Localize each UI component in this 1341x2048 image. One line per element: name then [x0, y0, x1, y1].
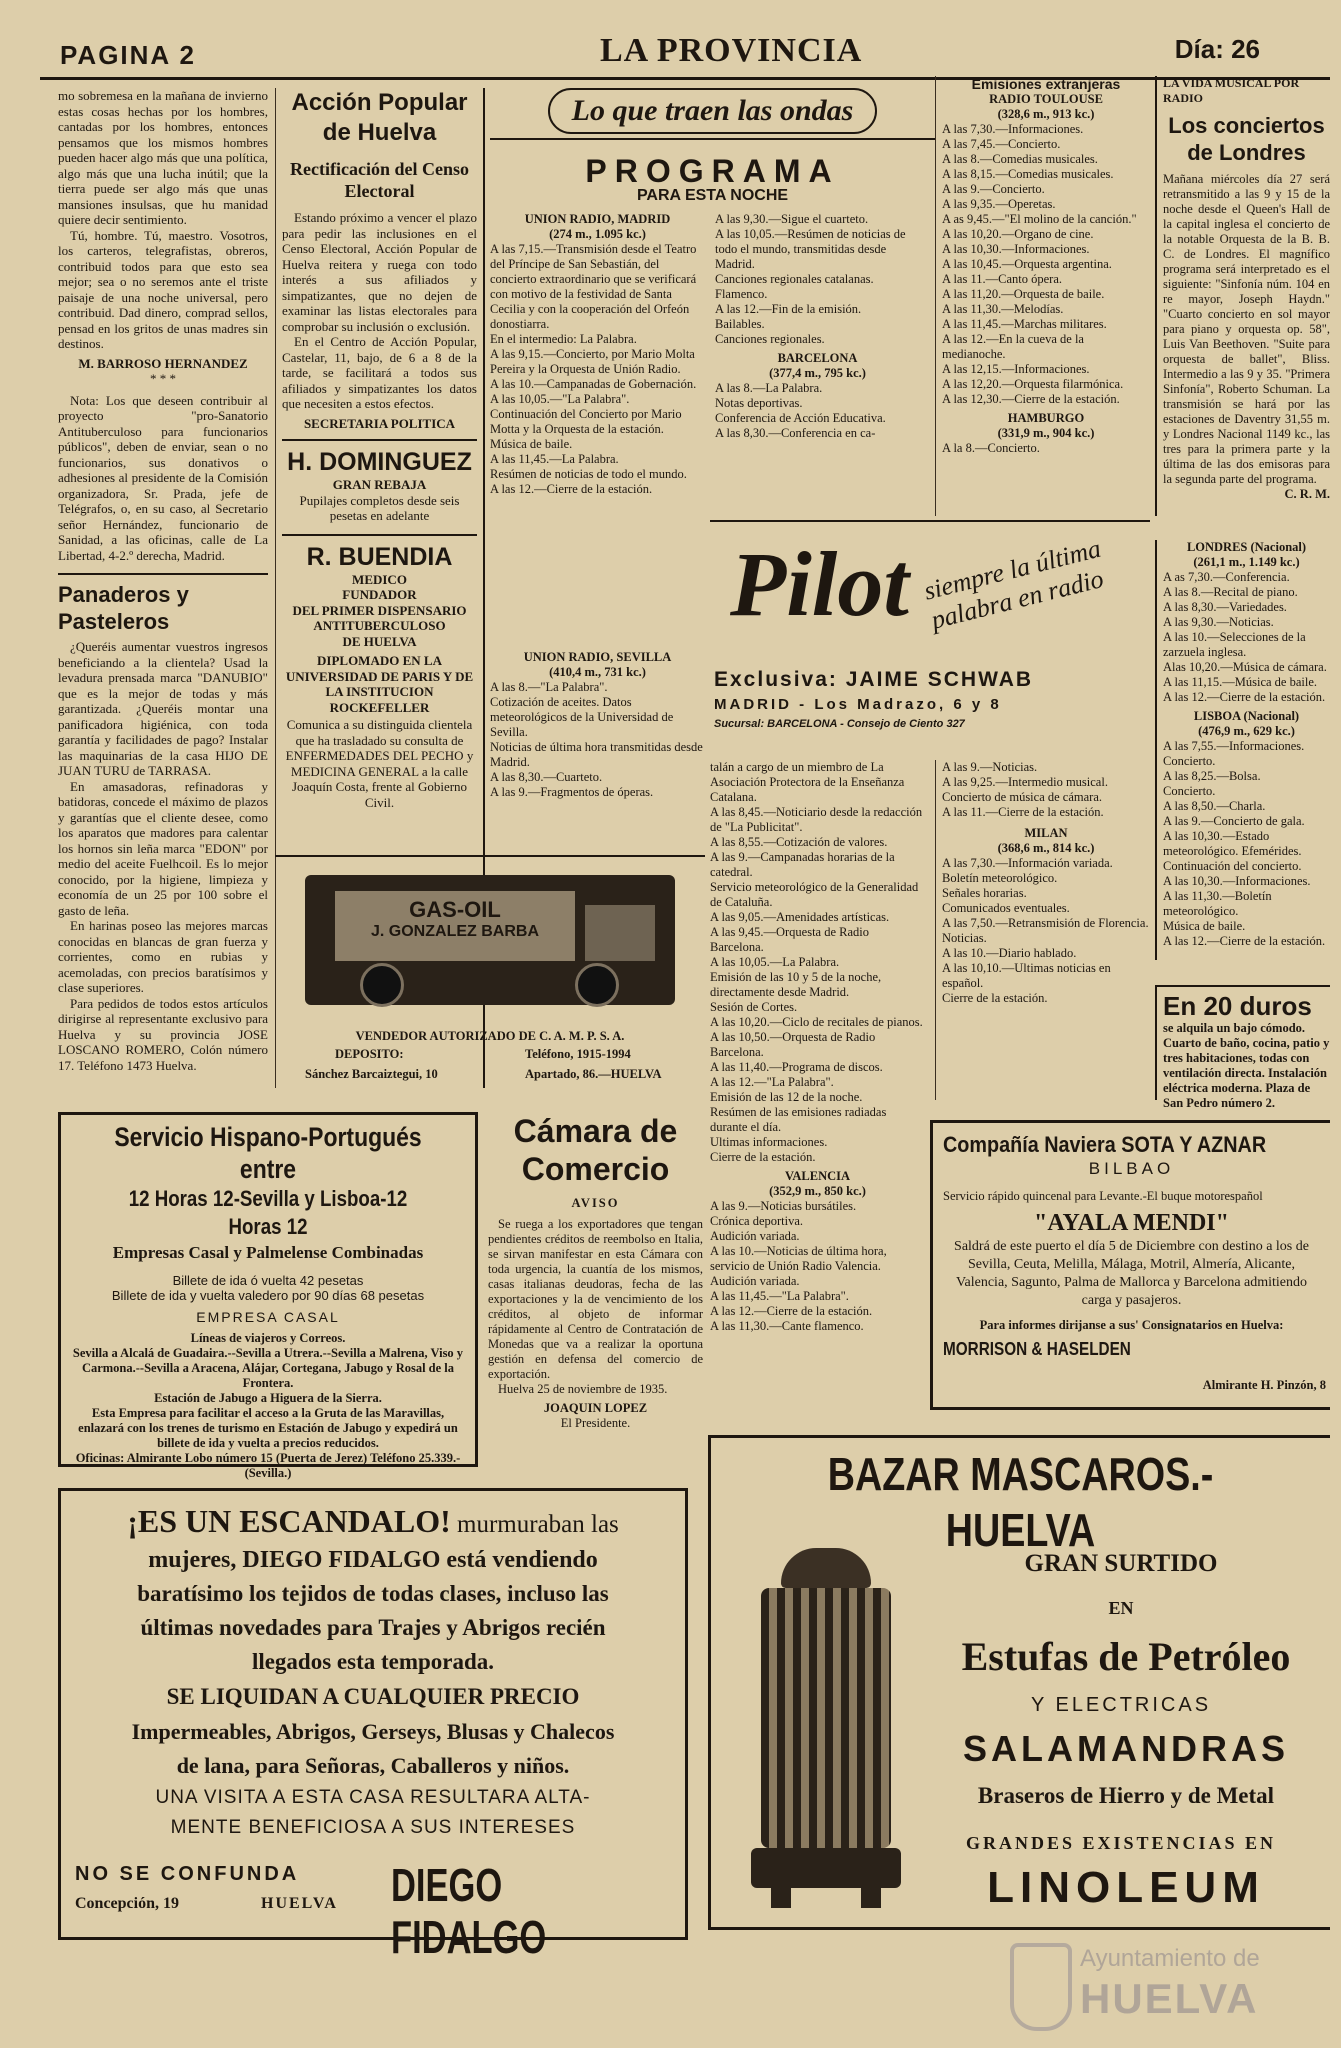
chamber-role: El Presidente. [560, 1416, 631, 1430]
bus-lines: Esta Empresa para facilitar el acceso a la Gruta de las Maravillas, enlazará con los trenes de turismo en Estación de Jabugo y expedirá un billete de ida y vuelta a precios reducidos. [78, 1406, 458, 1450]
schedule-line: A las 8,30.—Conferencia en ca- [715, 426, 876, 440]
schedule-line: A las 12,30.—Cierre de la estación. [942, 392, 1120, 406]
schedule-line: Alas 10,20.—Música de cámara. [1163, 660, 1327, 674]
schedule-line: A las 8,55.—Cotización de valores. [710, 835, 888, 849]
musical-life-text: Mañana miércoles día 27 será retransmitido a las 9 y 15 de la noche desde el Queen's Hall de la capital inglesa el concierto de la notable Orquesta de la B. B. C. de Londres. El magnífico programa será interpretado es el siguiente: "Sinfonía núm. 104 en re mayor, Joseph Haydn." "Cuarto concierto en sol mayor para piano y orquesta op. 58", Luis Van Beethoven. "Suite para orquesta de ballet", Bliss. Intermedio a las 9 y 35. "Primera Sinfonía", Roberto Schuman. La transmisión se hará por las estaciones de Daventry 31,55 m. y Londres Nacional 1149 kc., las tres para la primera parte y la última de las dos emisoras para la segunda parte del programa. [1163, 172, 1330, 486]
schedule-line: Ultimas informaciones. [710, 1135, 828, 1149]
schedule-line: A las 8,15.—Comedias musicales. [942, 167, 1114, 181]
bus-ticket: Billete de ida ó vuelta 42 pesetas [172, 1273, 364, 1288]
schedule-line: Servicio meteorológico de la Generalidad de Cataluña. [710, 880, 919, 909]
watermark-bottom: HUELVA [1080, 1975, 1259, 2022]
schedule-line: A las 9.—Concierto de gala. [1163, 814, 1305, 828]
schedule-line: Crónica deportiva. [710, 1214, 804, 1228]
bazar-title: BAZAR MASCAROS.-HUELVA [827, 1448, 1214, 1556]
schedule-line: Concierto. [1163, 784, 1216, 798]
schedule-line: A las 7,50.—Retransmisión de Florencia. [942, 916, 1149, 930]
schedule-line: A las 11,30.—Boletín meteorológico. [1163, 889, 1272, 918]
schedule-line: A las 11,45.—Marchas militares. [942, 317, 1107, 331]
bus-lines-title: Líneas de viajeros y Correos. [190, 1331, 346, 1345]
radio-col-right [1155, 540, 1330, 960]
fidalgo-text: baratísimo los tejidos de todas clases, incluso las [137, 1581, 609, 1606]
bus-title: Servicio Hispano-Portugués entre [114, 1122, 422, 1184]
radio-programme [490, 88, 935, 528]
newspaper-title: LA PROVINCIA [600, 32, 863, 69]
rent-ad [1155, 985, 1330, 1110]
schedule-line: Continuación del Concierto por Mario Motta y la Orquesta de la estación. [490, 407, 682, 436]
schedule-line: A las 10,45.—Orquesta argentina. [942, 257, 1112, 271]
schedule-line: Boletín meteorológico. [942, 871, 1058, 885]
schedule-line: A las 8.—La Palabra. [715, 381, 823, 395]
truck-body [335, 891, 575, 961]
shipping-title: Compañía Naviera SOTA Y AZNAR [943, 1132, 1267, 1157]
schedule-line: A las 10,05.—"La Palabra". [490, 392, 630, 406]
chamber-notice [488, 1112, 703, 1472]
bazar-en: EN [1108, 1598, 1134, 1618]
schedule-line: Conferencia de Acción Educativa. [715, 411, 886, 425]
buendia-text: Comunica a su distinguida clientela que ha trasladado su consulta de ENFERMEDADES DEL PECHO y MEDICINA GENERAL a la calle Joaquín Costa, frente al Gobierno Civil. [285, 717, 474, 810]
shipping-service: Servicio rápido quincenal para Levante.-El buque motorespañol [943, 1189, 1263, 1203]
fidalgo-text: Impermeables, Abrigos, Gerseys, Blusas y Chalecos [131, 1719, 615, 1744]
station-lisboa-freq: (476,9 m., 629 kc.) [1198, 724, 1295, 738]
watermark-top: Ayuntamiento de [1080, 1945, 1260, 1972]
fidalgo-logo-name: DIEGO FIDALGO [391, 1859, 547, 1963]
station-madrid-freq: (274 m., 1.095 kc.) [549, 227, 646, 241]
bazar-salamandras: SALAMANDRAS [963, 1728, 1289, 1769]
schedule-line: Audición variada. [710, 1274, 800, 1288]
fidalgo-text: SE LIQUIDAN A CUALQUIER PRECIO [166, 1684, 580, 1709]
schedule-line: A las 12.—"La Palabra". [710, 1075, 834, 1089]
radio-logo-text: Lo que traen las ondas [548, 88, 878, 134]
schedule-line: Emisión de las 10 y 5 de la noche, directamente desde Madrid. [710, 970, 882, 999]
schedule-line: A las 8.—Recital de piano. [1163, 585, 1298, 599]
schedule-line: Resúmen de las emisiones radiadas durante el día. [710, 1105, 887, 1134]
schedule-line: Concierto. [1163, 754, 1216, 768]
schedule-line: Música de baile. [490, 437, 573, 451]
pilot-ad [710, 520, 1150, 740]
programme-subtitle: PARA ESTA NOCHE [636, 187, 789, 204]
truck-text: GAS-OIL [409, 897, 501, 922]
schedule-line: A las 8,30.—Variedades. [1163, 600, 1287, 614]
schedule-line: A las 12,15.—Informaciones. [942, 362, 1090, 376]
station-hamburgo: HAMBURGO [1007, 411, 1085, 425]
radio-logo [490, 88, 935, 140]
schedule-line: Resúmen de noticias de todo el mundo. [490, 467, 687, 481]
accion-popular-sign: SECRETARIA POLITICA [303, 415, 456, 431]
archive-watermark [1010, 1935, 1330, 2035]
schedule-line: Bailables. [715, 317, 765, 331]
accion-popular-text: En el Centro de Acción Popular, Castelar, 11, bajo, de 6 a 8 de la tarde, se facilitará a todos sus afiliados y simpatizantes los datos que necesiten a estos efectos. [282, 334, 477, 411]
pilot-exclusive: Exclusiva: JAIME SCHWAB [714, 668, 1034, 691]
fidalgo-text: murmuraban las [450, 1511, 619, 1538]
buendia-title: R. BUENDIA [306, 542, 453, 571]
schedule-line: A la 8.—Concierto. [942, 441, 1040, 455]
shipping-text: Saldrá de este puerto el día 5 de Diciembre con destino a los de Sevilla, Ceuta, Melilla, Málaga, Motril, Almería, Alicante, Valencia, Sagunto, Palma de Mallorca y Barcelona admitiendo carga y pasajeros. [954, 1239, 1309, 1308]
schedule-line: A las 8,25.—Bolsa. [1163, 769, 1261, 783]
radio-col-mid-a [710, 760, 925, 1420]
panaderos-text: En amasadoras, refinadoras y batidoras, concede el máximo de plazos y garantías que el cliente desee, como los aparatos que madores para calentar los hornos sin leña marca "EDON" por medio del aceite Fuelhcoil. Es lo mejor conocido, por la higiene, limpieza y economía de un 25 por 100 sobre el gasto de leña. [58, 778, 268, 918]
schedule-line: A las 10,30.—Informaciones. [1163, 874, 1311, 888]
buendia-line: FUNDADOR [342, 587, 417, 602]
schedule-line: A las 10,05.—La Palabra. [710, 955, 840, 969]
schedule-line: A las 9.—Campanadas horarias de la catedral. [710, 850, 895, 879]
schedule-line: A las 12.—Cierre de la estación. [710, 1304, 873, 1318]
schedule-line: A las 8,30.—Cuarteto. [490, 770, 603, 784]
foreign-title: Emisiones extranjeras [971, 76, 1121, 92]
bazar-ad [708, 1435, 1330, 1930]
station-londres: LONDRES (Nacional) [1186, 540, 1307, 554]
bazar-existencias: GRANDES EXISTENCIAS EN [965, 1833, 1277, 1853]
schedule-line: Cotización de aceites. Datos meteorológicos de la Universidad de Sevilla. [490, 695, 674, 739]
schedule-line: A las 12.—Cierre de la estación. [490, 482, 653, 496]
schedule-line: A las 10.—Campanadas de Gobernación. [490, 377, 697, 391]
schedule-line: A las 12.—Cierre de la estación. [1163, 934, 1326, 948]
schedule-line: A las 10,50.—Orquesta de Radio Barcelona. [710, 1030, 876, 1059]
fidalgo-address: Concepción, 19 [75, 1895, 179, 1912]
buendia-line: DIPLOMADO EN LA UNIVERSIDAD DE PARIS Y DE LA INSTITUCION ROCKEFELLER [285, 653, 474, 715]
schedule-line: A las 8.—Comedias musicales. [942, 152, 1098, 166]
schedule-line: A las 10.—Noticias de última hora, servicio de Unión Radio Valencia. [710, 1244, 887, 1273]
schedule-line: A las 10,20.—Ciclo de recitales de pianos. [710, 1015, 923, 1029]
schedule-line: Señales horarias. [942, 886, 1027, 900]
schedule-line: A las 11,15.—Música de baile. [1163, 675, 1318, 689]
column-left [58, 88, 268, 1088]
schedule-line: A las 7,55.—Informaciones. [1163, 739, 1305, 753]
radio-col-mid-b [935, 760, 1150, 1100]
schedule-line: Continuación del concierto. [1163, 859, 1302, 873]
schedule-line: A las 10.—Selecciones de la zarzuela inglesa. [1163, 630, 1306, 659]
gasoil-depot: DEPOSITO: [335, 1047, 404, 1061]
station-barcelona-freq: (377,4 m., 795 kc.) [769, 366, 866, 380]
shipping-info: Para informes dirijanse a sus' Consignatarios en Huelva: [979, 1318, 1284, 1332]
programme-title: PROGRAMA [585, 153, 840, 189]
station-milan-freq: (368,6 m., 814 kc.) [997, 841, 1095, 855]
fidalgo-text: mujeres, DIEGO FIDALGO está vendiendo [148, 1547, 598, 1573]
fidalgo-headline: ¡ES UN ESCANDALO! [127, 1503, 451, 1539]
schedule-line: Canciones regionales catalanas. [715, 272, 874, 286]
musical-life-title: Los conciertos de Londres [1168, 113, 1325, 165]
schedule-line: Emisión de las 12 de la noche. [710, 1090, 863, 1104]
station-milan: MILAN [1024, 826, 1068, 840]
divider [282, 439, 477, 441]
schedule-line: A las 11.—Cierre de la estación. [942, 805, 1104, 819]
article-text: Tú, hombre. Tú, maestro. Vosotros, los carteros, telegrafistas, obreros, contribuid todos para que esto sea mejor; sea o no seremos ante el triste paisaje de una noche universal, pero contribuid. Dad dinero, comprad sellos, pensad en los gritos de unas madres sin destinos. [58, 227, 268, 351]
schedule-line: A las 11,20.—Orquesta de baile. [942, 287, 1105, 301]
divider [58, 573, 268, 575]
station-valencia: VALENCIA [784, 1169, 851, 1183]
buendia-line: ANTITUBERCULOSO [313, 618, 446, 633]
wheel-icon [575, 963, 619, 1007]
fidalgo-text: MENTE BENEFICIOSA A SUS INTERESES [170, 1817, 576, 1838]
fidalgo-no-confunda: NO SE CONFUNDA [75, 1863, 300, 1885]
truck-cab [585, 905, 655, 961]
radio-sevilla [490, 650, 705, 810]
dominguez-title: H. DOMINGUEZ [287, 448, 472, 476]
shipping-address: Almirante H. Pinzón, 8 [1202, 1378, 1326, 1392]
schedule-line: Cierre de la estación. [942, 991, 1048, 1005]
bus-casal: EMPRESA CASAL [196, 1309, 340, 1325]
dominguez-sub: GRAN REBAJA [332, 477, 427, 492]
schedule-line: A las 9,05.—Amenidades artísticas. [710, 910, 890, 924]
gasoil-ad [275, 855, 705, 1090]
station-sevilla-freq: (410,4 m., 731 kc.) [549, 665, 646, 679]
station-toulouse-freq: (328,6 m., 913 kc.) [997, 107, 1095, 121]
shipping-vessel: "AYALA MENDI" [1034, 1210, 1229, 1236]
divider [282, 534, 477, 536]
fidalgo-city: HUELVA [261, 1895, 338, 1912]
chamber-text: Se ruega a los exportadores que tengan pendientes créditos de reembolso en Italia, se sirvan manifestar en esta Cámara con toda urgencia, la cuantía de los mismos, casas italianas deudoras, fecha de las exportaciones y la de vencimiento de los créditos, al objeto de informar rápidamente al Centro de Contratación de Monedas que va a realizar la oportuna gestión en defensa del comercio de exportación. [488, 1217, 703, 1381]
schedule-line: En el intermedio: La Palabra. [490, 332, 637, 346]
schedule-line: A las 8.—"La Palabra". [490, 680, 608, 694]
shipping-city: BILBAO [1088, 1159, 1175, 1178]
schedule-line: A las 11,45.—"La Palabra". [710, 1289, 849, 1303]
schedule-line: A las 9.—Noticias bursátiles. [710, 1199, 857, 1213]
bus-route: 12 Horas 12-Sevilla y Lisboa-12 Horas 12 [128, 1186, 408, 1239]
pilot-address: MADRID - Los Madrazo, 6 y 8 [714, 696, 1002, 713]
schedule-line: A las 10.—Diario hablado. [942, 946, 1077, 960]
fidalgo-text: UNA VISITA A ESTA CASA RESULTARA ALTA- [155, 1787, 591, 1808]
schedule-line: A as 9,45.—"El molino de la canción." [942, 212, 1137, 226]
station-madrid: UNION RADIO, MADRID [524, 212, 671, 226]
bus-companies: Empresas Casal y Palmelense Combinadas [112, 1243, 424, 1262]
schedule-line: Canciones regionales. [715, 332, 825, 346]
schedule-line: A las 9,25.—Intermedio musical. [942, 775, 1108, 789]
schedule-line: Audición variada. [710, 1229, 800, 1243]
article-text: mo sobremesa en la mañana de invierno estas cosas hechas por los hombres, cantadas por los hombres, entonces pensamos que los mismos hombres pueden hacer algo más que una política, algo más que una lucha inútil; que la tierra puede ser algo más que unas mansiones insulsas, que hu manidad quiere decir sentimiento. [58, 88, 268, 227]
pilot-branch: Sucursal: BARCELONA - Consejo de Ciento 327 [714, 718, 965, 730]
buendia-line: DEL PRIMER DISPENSARIO [292, 602, 467, 618]
schedule-line: Comunicados eventuales. [942, 901, 1070, 915]
dominguez-text: Pupilajes completos desde seis pesetas en adelante [299, 492, 460, 523]
pilot-slogan: siempre la última palabra en radio [921, 533, 1107, 635]
schedule-line: Notas deportivas. [715, 396, 803, 410]
schedule-line: A las 8,45.—Noticiario desde la redacción de "La Publicitat". [710, 805, 923, 834]
accion-popular-title: Acción Popular de Huelva [291, 89, 468, 146]
schedule-line: A las 9,30.—Sigue el cuarteto. [715, 212, 869, 226]
rent-title: En 20 duros [1163, 991, 1312, 1021]
foreign-broadcasts [935, 76, 1150, 516]
masthead [40, 20, 1330, 80]
station-barcelona: BARCELONA [777, 351, 858, 365]
schedule-line: A las 11,45.—La Palabra. [490, 452, 619, 466]
schedule-line: A las 9,30.—Noticias. [1163, 615, 1274, 629]
schedule-line: Cierre de la estación. [710, 1150, 816, 1164]
schedule-line: Noticias. [942, 931, 987, 945]
buendia-line: DE HUELVA [342, 633, 417, 649]
schedule-line: A as 7,30.—Conferencia. [1163, 570, 1290, 584]
bazar-braseros: Braseros de Hierro y de Metal [977, 1783, 1275, 1808]
station-lisboa: LISBOA (Nacional) [1193, 709, 1300, 723]
musical-life-top: LA VIDA MUSICAL POR RADIO [1163, 76, 1300, 105]
bus-lines: Sevilla a Alcalá de Guadaira.--Sevilla a Utrera.--Sevilla a Malrena, Viso y Carmona.--Sevilla a Aracena, Alájar, Cortegana, Jabugo y Rosal de la Frontera. [72, 1346, 464, 1390]
bazar-gran-surtido: GRAN SURTIDO [1024, 1550, 1218, 1577]
schedule-line: A las 10,30.—Informaciones. [942, 242, 1090, 256]
bazar-electricas: Y ELECTRICAS [1030, 1694, 1212, 1716]
schedule-line: A las 9.—Concierto. [942, 182, 1045, 196]
bazar-estufas: Estufas de Petróleo [961, 1634, 1291, 1679]
wheel-icon [360, 963, 404, 1007]
panaderos-title: Panaderos y Pasteleros [58, 582, 189, 634]
musical-life-sign: C. R. M. [1284, 487, 1330, 501]
buendia-sub: MEDICO [352, 571, 407, 587]
schedule-line: A las 10,30.—Estado meteorológico. Efemérides. [1163, 829, 1302, 858]
chamber-sign: JOAQUIN LOPEZ [543, 1401, 648, 1415]
shield-icon [1010, 1943, 1072, 2031]
schedule-line: A las 9,35.—Operetas. [942, 197, 1056, 211]
schedule-line: A las 12.—En la cueva de la medianoche. [942, 332, 1084, 361]
schedule-line: A las 10,05.—Resúmen de noticias de todo el mundo, transmitidas desde Madrid. [715, 227, 906, 271]
bus-service-ad [58, 1112, 478, 1480]
gasoil-vendor: VENDEDOR AUTORIZADO DE C. A. M. P. S. A. [355, 1029, 625, 1043]
accion-popular-text: Estando próximo a vencer el plazo para pedir las inclusiones en el Censo Electoral, Acción Popular de Huelva reitera y ruega con todo interés a sus afiliados y simpatizantes, que no dejen de examinar las listas electorales para comprobar su inclusión o exclusión. [282, 210, 477, 334]
schedule-line: Noticias de última hora transmitidas desde Madrid. [490, 740, 703, 769]
gasoil-address: Sánchez Barcaiztegui, 10 [305, 1067, 438, 1081]
schedule-line: A las 11.—Canto ópera. [942, 272, 1063, 286]
radio-col-b [715, 212, 920, 497]
schedule-line: A las 10,20.—Organo de cine. [942, 227, 1094, 241]
accion-popular-subtitle: Rectificación del Censo Electoral [290, 159, 469, 201]
gasoil-phone: Teléfono, 1915-1994 [525, 1047, 631, 1061]
schedule-line: A las 9.—Noticias. [942, 760, 1038, 774]
panaderos-text: Para pedidos de todos estos artículos dirigirse al representante exclusivo para Huelva y su provincia JOSE LOSCANO ROMERO, Colón número 17. Teléfono 1473 Huelva. [58, 995, 268, 1073]
station-toulouse: RADIO TOULOUSE [989, 92, 1103, 106]
schedule-line: A las 7,45.—Concierto. [942, 137, 1061, 151]
schedule-line: Concierto de música de cámara. [942, 790, 1102, 804]
schedule-line: A las 8,50.—Charla. [1163, 799, 1266, 813]
fidalgo-text: llegados esta temporada. [251, 1649, 495, 1674]
schedule-line: A las 11,40.—Programa de discos. [710, 1060, 883, 1074]
schedule-line: A las 7,30.—Informaciones. [942, 122, 1084, 136]
issue-day: Día: 26 [1174, 34, 1260, 64]
schedule-line: A las 9.—Fragmentos de óperas. [490, 785, 654, 799]
article-note: Nota: Los que deseen contribuir al proyecto "pro-Sanatorio Antituberculoso para funcionarios públicos", deben de enviar, sean o no funcionarios, sus donativos o adhesiones al presidente de la Comisión organizadora, Sr. Prada, jefe de Telégrafos, o, en su caso, al Secretario señor Hernández, funcionario de Sanidad, a las oficinas, calle de La Libertad, 4-2.º derecha, Madrid. [58, 392, 268, 563]
separator: * * * [150, 371, 176, 386]
schedule-line: Flamenco. [715, 287, 768, 301]
schedule-line: A las 11,30.—Cante flamenco. [710, 1319, 864, 1333]
station-valencia-freq: (352,9 m., 850 kc.) [769, 1184, 866, 1198]
musical-life-column [1155, 76, 1330, 516]
shipping-ad [930, 1120, 1330, 1410]
panaderos-text: En harinas poseo las mejores marcas conocidas en blancas de gran fuerza y corrientes, como en rubias y acemoladas, con precios baratísimos y clase superiores. [58, 918, 268, 995]
schedule-line: Música de baile. [1163, 919, 1246, 933]
bazar-linoleum: LINOLEUM [987, 1863, 1265, 1912]
fidalgo-text: últimas novedades para Trajes y Abrigos recién [140, 1615, 606, 1640]
panaderos-text: ¿Queréis aumentar vuestros ingresos beneficiando a la clientela? Usad la levadura prensada marca "DANUBIO" que es la mejor de todas y más garantizada. ¿Queréis montar una panificadora higiénica, con toda garantía y facilidades de pago? Instalar las maquinarias de la casa HIJO DE JUAN TURU de TARRASA. [58, 639, 268, 778]
shipping-agent: MORRISON & HASELDEN [943, 1339, 1131, 1359]
truck-illustration [305, 875, 675, 1005]
schedule-line: A las 12.—Fin de la emisión. [715, 302, 862, 316]
bus-lines: Estación de Jabugo a Higuera de la Sierra. [154, 1391, 382, 1405]
bus-ticket: Billete de ida y vuelta valedero por 90 días 68 pesetas [111, 1288, 425, 1303]
stove-illustration [751, 1548, 901, 1908]
article-signature: M. BARROSO HERNANDEZ [78, 355, 248, 371]
schedule-line: A las 9,15.—Concierto, por Mario Molta Pereira y la Orquesta de Unión Radio. [490, 347, 695, 376]
gasoil-apartado: Apartado, 86.—HUELVA [525, 1067, 662, 1081]
station-hamburgo-freq: (331,9 m., 904 kc.) [997, 426, 1095, 440]
rent-text: se alquila un bajo cómodo. Cuarto de baño, cocina, patio y tres habitaciones, todas con ventilación directa. Instalación eléctrica moderna. Plaza de San Pedro número 2. [1163, 1021, 1330, 1110]
fidalgo-ad [58, 1488, 688, 1963]
schedule-line: A las 12.—Cierre de la estación. [1163, 690, 1326, 704]
chamber-aviso: AVISO [571, 1196, 620, 1210]
bus-offices: Oficinas: Almirante Lobo número 15 (Puerta de Jerez) Teléfono 25.339.-(Sevilla.) [75, 1451, 461, 1480]
radio-col-a [490, 212, 705, 497]
chamber-date: Huelva 25 de noviembre de 1935. [498, 1382, 668, 1396]
truck-text: J. GONZALEZ BARBA [371, 923, 539, 940]
schedule-line: A las 10,10.—Ultimas noticias en español. [942, 961, 1111, 990]
station-londres-freq: (261,1 m., 1.149 kc.) [1193, 555, 1300, 569]
page-number: PAGINA 2 [60, 40, 196, 70]
chamber-title: Cámara de Comercio [513, 1113, 678, 1187]
schedule-line: A las 7,30.—Información variada. [942, 856, 1113, 870]
pilot-brand: Pilot [730, 533, 909, 635]
schedule-line: A las 12,20.—Orquesta filarmónica. [942, 377, 1124, 391]
station-sevilla: UNION RADIO, SEVILLA [523, 650, 672, 664]
schedule-line: talán a cargo de un miembro de La Asociación Protectora de la Enseñanza Catalana. [710, 760, 905, 804]
schedule-line: A las 9,45.—Orquesta de Radio Barcelona. [710, 925, 870, 954]
fidalgo-text: de lana, para Señoras, Caballeros y niños. [176, 1753, 570, 1778]
schedule-line: A las 11,30.—Melodías. [942, 302, 1064, 316]
schedule-line: Sesión de Cortes. [710, 1000, 798, 1014]
schedule-line: A las 7,15.—Transmisión desde el Teatro del Príncipe de San Sebastián, del concierto extraordinario que se verificará con motivo de la festividad de Santa Cecilia y con la cooperación del Orfeón donostiarra. [490, 242, 697, 331]
